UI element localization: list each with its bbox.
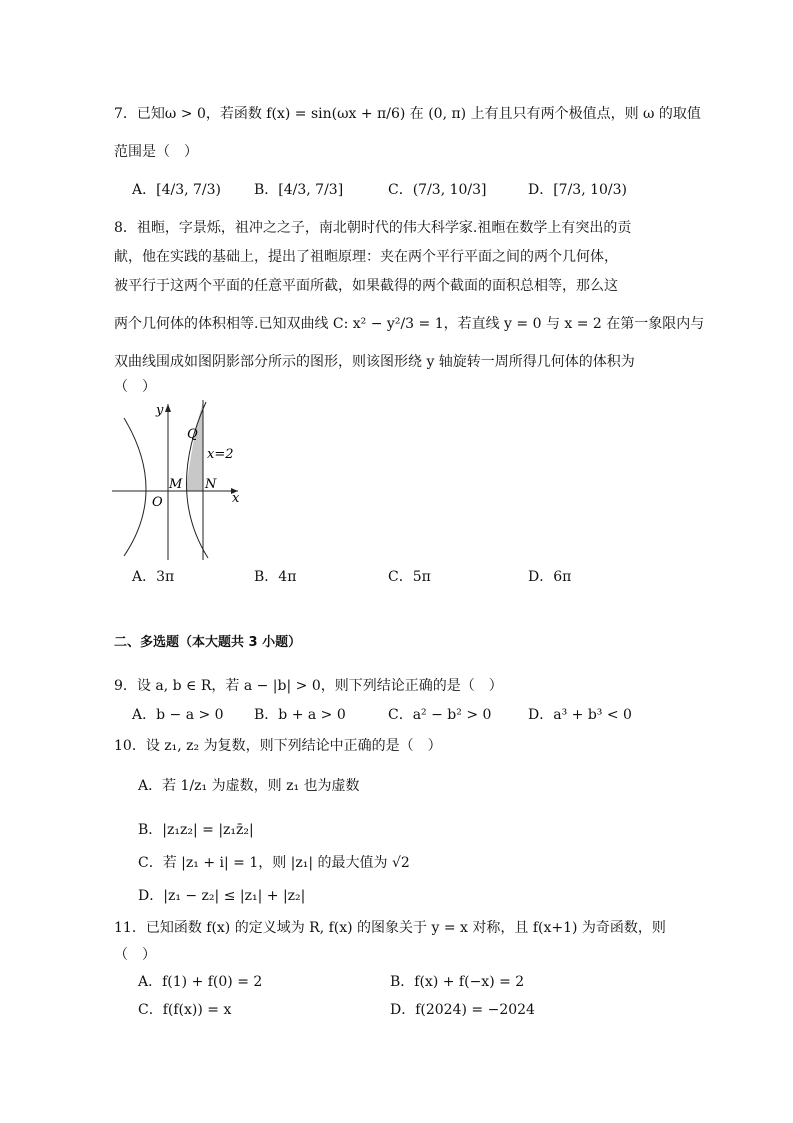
q9-stem: 9．设 a, b ∈ R，若 a − |b| > 0，则下列结论正确的是（ ） (114, 678, 503, 694)
label-q: Q (187, 427, 198, 442)
q11-option-a[interactable]: A．f(1) + f(0) = 2 (138, 974, 263, 990)
q11-option-c[interactable]: C．f(f(x)) = x (138, 1002, 232, 1018)
q10-stem: 10．设 z₁, z₂ 为复数，则下列结论中正确的是（ ） (114, 738, 442, 754)
q8-option-b[interactable]: B．4π (254, 569, 297, 585)
q7-option-b[interactable]: B．[4/3, 7/3] (254, 182, 344, 198)
hyperbola-figure (108, 398, 258, 568)
q7-option-a[interactable]: A．[4/3, 7/3) (132, 182, 221, 198)
label-o: O (152, 495, 163, 510)
q8-stem-line1: 8．祖暅，字景烁，祖冲之之子，南北朝时代的伟大科学家.祖暅在数学上有突出的贡 (114, 220, 632, 236)
q11-stem-line2: （ ） (114, 947, 156, 963)
q8-stem-line2: 献，他在实践的基础上，提出了祖暅原理：夹在两个平行平面之间的两个几何体， (114, 249, 618, 265)
q8-stem-line5: 双曲线围成如图阴影部分所示的图形，则该图形绕 y 轴旋转一周所得几何体的体积为 (114, 354, 635, 370)
q7-stem-line2: 范围是（ ） (114, 144, 198, 160)
q8-option-a[interactable]: A．3π (132, 569, 175, 585)
hyperbola-left-branch (124, 418, 146, 556)
q9-option-b[interactable]: B．b + a > 0 (254, 707, 346, 723)
q11-option-d[interactable]: D．f(2024) = −2024 (390, 1002, 535, 1018)
label-line: x=2 (207, 447, 234, 462)
q7-stem-line1: 7．已知ω > 0，若函数 f(x) = sin(ωx + π/6) 在 (0, π) 上有且只有两个极值点，则 ω 的取值 (114, 106, 701, 122)
label-y: y (156, 403, 164, 418)
q9-option-d[interactable]: D．a³ + b³ < 0 (528, 707, 632, 723)
y-axis-arrow-icon (165, 404, 171, 412)
q9-option-a[interactable]: A．b − a > 0 (132, 707, 224, 723)
q8-stem-line6: （ ） (114, 379, 156, 395)
q8-option-d[interactable]: D．6π (528, 569, 572, 585)
q11-option-b[interactable]: B．f(x) + f(−x) = 2 (390, 974, 525, 990)
label-x: x (232, 491, 240, 506)
q9-option-c[interactable]: C．a² − b² > 0 (388, 707, 492, 723)
q10-option-b[interactable]: B．|z₁z₂| = |z₁z̄₂| (138, 822, 254, 838)
q8-option-c[interactable]: C．5π (388, 569, 431, 585)
q7-option-c[interactable]: C．(7/3, 10/3] (388, 182, 487, 198)
q7-option-d[interactable]: D．[7/3, 10/3) (528, 182, 628, 198)
q10-option-a[interactable]: A．若 1/z₁ 为虚数，则 z₁ 也为虚数 (138, 778, 360, 794)
label-m: M (169, 477, 183, 492)
q11-stem-line1: 11．已知函数 f(x) 的定义域为 R, f(x) 的图象关于 y = x 对称，且 f(x+1) 为奇函数，则 (114, 920, 666, 936)
q8-stem-line3: 被平行于这两个平面的任意平面所截，如果截得的两个截面的面积总相等，那么这 (114, 278, 618, 294)
q8-stem-line4: 两个几何体的体积相等.已知双曲线 C: x² − y²/3 = 1，若直线 y = 0 与 x = 2 在第一象限内与 (114, 316, 705, 332)
q10-option-d[interactable]: D．|z₁ − z₂| ≤ |z₁| + |z₂| (138, 888, 306, 904)
section-title: 二、多选题（本大题共 3 小题） (114, 635, 302, 650)
q10-option-c[interactable]: C．若 |z₁ + i| = 1，则 |z₁| 的最大值为 √2 (138, 855, 410, 871)
label-n: N (205, 477, 217, 492)
